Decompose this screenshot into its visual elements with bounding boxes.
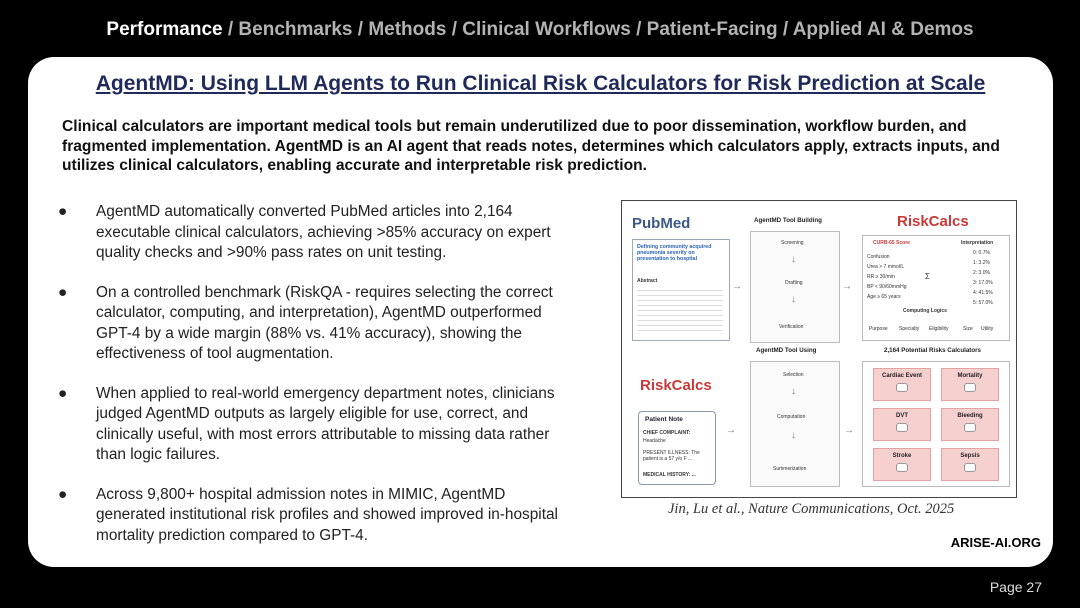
arrow-down-icon: ↓ [791, 254, 796, 265]
step-screening: Screening [781, 240, 804, 246]
speech-bubble-icon [964, 423, 976, 432]
list-item [58, 384, 578, 466]
breadcrumb-current: Performance [106, 19, 223, 40]
bullet-text: When applied to real-world emergency department notes, clinicians judged AgentMD outputs as largely eligible for use, correct, and clinically useful, with most errors attributable to missing data rather than logic failures. [96, 384, 555, 463]
slide-title: AgentMD: Using LLM Agents to Run Clinical Risk Calculators for Risk Prediction at Scale [95, 72, 986, 95]
interpretation-label: Interpretation [961, 240, 994, 246]
patient-note-line: CHIEF COMPLAINT: [643, 430, 691, 436]
arrow-down-icon: ↓ [791, 294, 796, 305]
curb-footer-item: Utility [981, 326, 994, 332]
pubmed-article-card [632, 239, 730, 341]
computing-logics-label: Computing Logics [903, 308, 947, 314]
curb-input: Urea > 7 mmol/L [867, 264, 905, 270]
patient-note-title: Patient Note [645, 416, 683, 423]
interp-value: 0: 0.7% [973, 250, 990, 256]
calculator-mortality [941, 368, 999, 401]
bullet-text: On a controlled benchmark (RiskQA - requires selecting the correct calculator, computing, and interpretation), AgentMD outperformed GPT-4 by a wide margin (88% vs. 41% accuracy), showing the effectiveness of tool augmentation. [96, 283, 553, 362]
page-number: Page 27 [989, 579, 1042, 595]
figure-caption: Jin, Lu et al., Nature Communications, Oct. 2025 [668, 501, 955, 517]
bullet-icon: ● [58, 203, 68, 220]
agentmd-figure [621, 200, 1017, 498]
step-drafting: Drafting [785, 280, 803, 286]
bullet-text: AgentMD automatically converted PubMed articles into 2,164 executable clinical calculators, achieving >85% accuracy on expert quality checks and >90% pass rates on unit testing. [96, 203, 551, 261]
curb-input: BP < 90/60mmHg [867, 284, 907, 290]
list-item [58, 202, 578, 264]
step-computation: Computation [777, 414, 806, 420]
curb-input: RR ≥ 30/min [867, 274, 895, 280]
pubmed-logo: PubMed [632, 215, 691, 232]
patient-note-card [638, 411, 716, 485]
article-title: Defining community acquired pneumonia severity on presentation to hospital [637, 244, 712, 262]
curb65-title: CURB-65 Score [873, 240, 910, 246]
step-selection: Selection [783, 372, 804, 378]
curb-input: Confusion [867, 254, 890, 260]
summary-paragraph: Clinical calculators are important medical tools but remain underutilized due to poor dissemination, workflow burden, and fragmented implementation. AgentMD is an AI agent that reads notes, determines which calculators apply, extracts inputs, and utilizes clinical calculators, enabling accurate and interpretable risk prediction. [62, 118, 1000, 174]
curb-footer-item: Eligibility [929, 326, 949, 332]
tool-using-title: AgentMD Tool Using [756, 347, 817, 354]
brand-label: ARISE-AI.ORG [950, 535, 1041, 550]
calculator-stroke [873, 448, 931, 481]
tool-building-title: AgentMD Tool Building [754, 217, 822, 224]
calculator-dvt [873, 408, 931, 441]
calculator-label: DVT [896, 413, 908, 419]
tool-building-panel [750, 231, 840, 343]
curb-input: Age ≥ 65 years [867, 294, 901, 300]
calculator-bleeding [941, 408, 999, 441]
arrow-icon: → [842, 281, 852, 292]
riskcalcs-logo: RiskCalcs [640, 377, 712, 394]
abstract-label: Abstract [637, 278, 658, 284]
breadcrumb-rest: / Benchmarks / Methods / Clinical Workflows / Patient-Facing / Applied AI & Demos [222, 19, 974, 40]
speech-bubble-icon [964, 383, 976, 392]
riskcalcs-logo: RiskCalcs [897, 213, 969, 230]
interp-value: 2: 3.0% [973, 270, 990, 276]
speech-bubble-icon [896, 383, 908, 392]
calculators-panel [862, 361, 1010, 487]
bullet-list [58, 202, 578, 565]
arrow-down-icon: ↓ [791, 430, 796, 441]
arrow-icon: → [726, 425, 736, 436]
calculator-label: Mortality [957, 373, 983, 379]
curb65-panel [862, 235, 1010, 341]
interp-value: 3: 17.0% [973, 280, 993, 286]
tool-using-panel [750, 361, 840, 487]
calculator-label: Sepsis [960, 453, 980, 459]
slide-card [28, 57, 1053, 567]
abstract-text-lines [637, 286, 723, 334]
list-item [58, 283, 578, 365]
calculator-label: Bleeding [957, 413, 983, 419]
bullet-icon: ● [58, 485, 68, 503]
patient-note-line: Headache [643, 438, 666, 444]
patient-note-line: PRESENT ILLNESS: The patient is a 57 y/o F ... [643, 450, 700, 462]
interp-value: 1: 3.2% [973, 260, 990, 266]
arrow-icon: → [844, 425, 854, 436]
arrow-icon: → [732, 281, 742, 292]
bullet-icon: ● [58, 384, 68, 402]
speech-bubble-icon [896, 463, 908, 472]
bullet-text: Across 9,800+ hospital admission notes in MIMIC, AgentMD generated institutional risk profiles and showed improved in-hospital mortality prediction compared to GPT-4. [96, 485, 558, 544]
curb-footer-item: Purpose [869, 326, 888, 332]
calculator-sepsis [941, 448, 999, 481]
calculator-label: Stroke [892, 453, 912, 459]
potential-calculators-title: 2,164 Potential Risks Calculators [884, 347, 981, 354]
curb-footer-item: Size [963, 326, 973, 332]
interp-value: 5: 57.0% [973, 300, 993, 306]
curb-footer-item: Specialty [899, 326, 920, 332]
step-verification: Verification [779, 324, 804, 330]
list-item [58, 485, 578, 547]
speech-bubble-icon [964, 463, 976, 472]
calculator-cardiac-event [873, 368, 931, 401]
section-breadcrumb [0, 19, 1080, 41]
step-summerization: Summerization [773, 466, 807, 472]
patient-note-line: MEDICAL HISTORY: ... [643, 472, 696, 478]
interp-value: 4: 41.5% [973, 290, 993, 296]
calculator-label: Cardiac Event [881, 373, 923, 379]
arrow-down-icon: ↓ [791, 386, 796, 397]
sum-icon: Σ [925, 272, 930, 281]
speech-bubble-icon [896, 423, 908, 432]
bullet-icon: ● [58, 283, 68, 301]
